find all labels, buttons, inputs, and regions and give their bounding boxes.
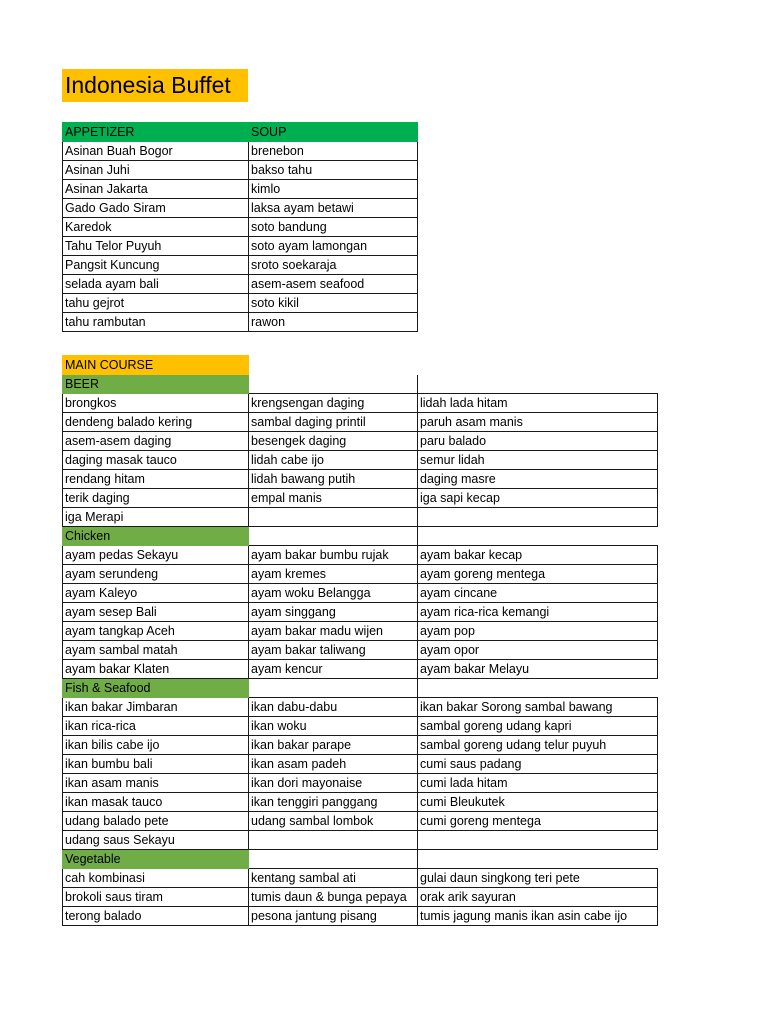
dish-cell: ikan bakar Sorong sambal bawang: [418, 698, 658, 717]
soup-cell: soto kikil: [249, 294, 418, 313]
dish-cell: ayam bakar madu wijen: [249, 622, 418, 641]
soup-cell: soto bandung: [249, 218, 418, 237]
dish-cell: paru balado: [418, 432, 658, 451]
dish-cell: ikan asam padeh: [249, 755, 418, 774]
appetizer-cell: Gado Gado Siram: [63, 199, 249, 218]
appetizer-cell: Asinan Jakarta: [63, 180, 249, 199]
dish-cell: sambal goreng udang telur puyuh: [418, 736, 658, 755]
table-row: [63, 698, 658, 717]
soup-cell: bakso tahu: [249, 161, 418, 180]
dish-cell: cumi lada hitam: [418, 774, 658, 793]
dish-cell: [418, 508, 658, 527]
table-header-row: [63, 123, 418, 142]
dish-cell: [418, 831, 658, 850]
category-label: BEER: [63, 375, 249, 394]
dish-cell: ikan masak tauco: [63, 793, 249, 812]
empty-cell: [249, 356, 418, 375]
dish-cell: ayam sambal matah: [63, 641, 249, 660]
table-row: [63, 180, 418, 199]
table-row: [63, 736, 658, 755]
dish-cell: ayam cincane: [418, 584, 658, 603]
dish-cell: cumi saus padang: [418, 755, 658, 774]
dish-cell: cumi goreng mentega: [418, 812, 658, 831]
dish-cell: sambal goreng udang kapri: [418, 717, 658, 736]
table-row: [63, 294, 418, 313]
dish-cell: cah kombinasi: [63, 869, 249, 888]
dish-cell: ayam bakar Melayu: [418, 660, 658, 679]
dish-cell: ayam bakar kecap: [418, 546, 658, 565]
table-row: [63, 603, 658, 622]
appetizer-cell: selada ayam bali: [63, 275, 249, 294]
empty-cell: [418, 527, 658, 546]
dish-cell: gulai daun singkong teri pete: [418, 869, 658, 888]
dish-cell: paruh asam manis: [418, 413, 658, 432]
dish-cell: ikan woku: [249, 717, 418, 736]
appetizer-cell: Tahu Telor Puyuh: [63, 237, 249, 256]
table-row: [63, 869, 658, 888]
dish-cell: tumis daun & bunga pepaya: [249, 888, 418, 907]
soup-cell: kimlo: [249, 180, 418, 199]
dish-cell: besengek daging: [249, 432, 418, 451]
dish-cell: ayam Kaleyo: [63, 584, 249, 603]
appetizer-cell: Asinan Buah Bogor: [63, 142, 249, 161]
table-row: [63, 470, 658, 489]
dish-cell: terong balado: [63, 907, 249, 926]
dish-cell: ikan rica-rica: [63, 717, 249, 736]
dish-cell: ayam woku Belangga: [249, 584, 418, 603]
table-row: [63, 432, 658, 451]
appetizer-cell: tahu gejrot: [63, 294, 249, 313]
table-row: [63, 161, 418, 180]
dish-cell: udang saus Sekayu: [63, 831, 249, 850]
dish-cell: ikan bilis cabe ijo: [63, 736, 249, 755]
dish-cell: tumis jagung manis ikan asin cabe ijo: [418, 907, 658, 926]
dish-cell: krengsengan daging: [249, 394, 418, 413]
soup-cell: sroto soekaraja: [249, 256, 418, 275]
empty-cell: [249, 679, 418, 698]
category-label: Vegetable: [63, 850, 249, 869]
table-row: [63, 313, 418, 332]
dish-cell: ayam opor: [418, 641, 658, 660]
dish-cell: [249, 508, 418, 527]
category-row: [63, 679, 658, 698]
dish-cell: ayam singgang: [249, 603, 418, 622]
appetizer-cell: tahu rambutan: [63, 313, 249, 332]
main-course-heading-row: [63, 356, 658, 375]
table-row: [63, 237, 418, 256]
table-row: [63, 774, 658, 793]
dish-cell: ayam bakar Klaten: [63, 660, 249, 679]
dish-cell: brokoli saus tiram: [63, 888, 249, 907]
table-row: [63, 641, 658, 660]
main-course-heading: MAIN COURSE: [63, 356, 249, 375]
dish-cell: [249, 831, 418, 850]
dish-cell: ayam sesep Bali: [63, 603, 249, 622]
category-label: Fish & Seafood: [63, 679, 249, 698]
dish-cell: ayam tangkap Aceh: [63, 622, 249, 641]
dish-cell: semur lidah: [418, 451, 658, 470]
dish-cell: empal manis: [249, 489, 418, 508]
dish-cell: orak arik sayuran: [418, 888, 658, 907]
dish-cell: ikan asam manis: [63, 774, 249, 793]
empty-cell: [418, 356, 658, 375]
empty-cell: [418, 850, 658, 869]
dish-cell: iga Merapi: [63, 508, 249, 527]
empty-cell: [418, 679, 658, 698]
table-row: [63, 546, 658, 565]
dish-cell: ayam rica-rica kemangi: [418, 603, 658, 622]
dish-cell: asem-asem daging: [63, 432, 249, 451]
appetizer-cell: Pangsit Kuncung: [63, 256, 249, 275]
dish-cell: lidah lada hitam: [418, 394, 658, 413]
dish-cell: ikan dabu-dabu: [249, 698, 418, 717]
soup-cell: laksa ayam betawi: [249, 199, 418, 218]
dish-cell: sambal daging printil: [249, 413, 418, 432]
dish-cell: ikan bakar Jimbaran: [63, 698, 249, 717]
column-header-soup: SOUP: [249, 123, 418, 142]
table-row: [63, 218, 418, 237]
table-row: [63, 489, 658, 508]
table-row: [63, 793, 658, 812]
dish-cell: daging masre: [418, 470, 658, 489]
table-row: [63, 199, 418, 218]
category-label: Chicken: [63, 527, 249, 546]
table-row: [63, 907, 658, 926]
soup-cell: asem-asem seafood: [249, 275, 418, 294]
table-row: [63, 451, 658, 470]
dish-cell: rendang hitam: [63, 470, 249, 489]
soup-cell: brenebon: [249, 142, 418, 161]
table-row: [63, 584, 658, 603]
dish-cell: lidah bawang putih: [249, 470, 418, 489]
dish-cell: iga sapi kecap: [418, 489, 658, 508]
dish-cell: ayam pedas Sekayu: [63, 546, 249, 565]
category-row: [63, 527, 658, 546]
soup-cell: rawon: [249, 313, 418, 332]
category-row: [63, 375, 658, 394]
dish-cell: ikan bakar parape: [249, 736, 418, 755]
page-title: Indonesia Buffet: [62, 69, 248, 102]
empty-cell: [418, 375, 658, 394]
table-row: [63, 394, 658, 413]
appetizer-cell: Karedok: [63, 218, 249, 237]
empty-cell: [249, 850, 418, 869]
empty-cell: [249, 375, 418, 394]
table-row: [63, 275, 418, 294]
dish-cell: daging masak tauco: [63, 451, 249, 470]
appetizer-soup-table: [62, 122, 418, 332]
category-row: [63, 850, 658, 869]
dish-cell: udang sambal lombok: [249, 812, 418, 831]
dish-cell: brongkos: [63, 394, 249, 413]
appetizer-cell: Asinan Juhi: [63, 161, 249, 180]
dish-cell: ikan tenggiri panggang: [249, 793, 418, 812]
main-course-table: [62, 355, 658, 926]
dish-cell: ayam bakar bumbu rujak: [249, 546, 418, 565]
dish-cell: cumi Bleukutek: [418, 793, 658, 812]
column-header-appetizer: APPETIZER: [63, 123, 249, 142]
dish-cell: lidah cabe ijo: [249, 451, 418, 470]
dish-cell: ayam goreng mentega: [418, 565, 658, 584]
table-row: [63, 831, 658, 850]
table-row: [63, 565, 658, 584]
dish-cell: kentang sambal ati: [249, 869, 418, 888]
empty-cell: [249, 527, 418, 546]
dish-cell: ikan dori mayonaise: [249, 774, 418, 793]
table-row: [63, 142, 418, 161]
dish-cell: ayam pop: [418, 622, 658, 641]
table-row: [63, 812, 658, 831]
table-row: [63, 888, 658, 907]
table-row: [63, 755, 658, 774]
table-row: [63, 622, 658, 641]
dish-cell: pesona jantung pisang: [249, 907, 418, 926]
dish-cell: terik daging: [63, 489, 249, 508]
table-row: [63, 508, 658, 527]
dish-cell: udang balado pete: [63, 812, 249, 831]
table-row: [63, 660, 658, 679]
dish-cell: ayam bakar taliwang: [249, 641, 418, 660]
dish-cell: dendeng balado kering: [63, 413, 249, 432]
soup-cell: soto ayam lamongan: [249, 237, 418, 256]
dish-cell: ayam kremes: [249, 565, 418, 584]
dish-cell: ikan bumbu bali: [63, 755, 249, 774]
dish-cell: ayam serundeng: [63, 565, 249, 584]
table-row: [63, 717, 658, 736]
table-row: [63, 413, 658, 432]
dish-cell: ayam kencur: [249, 660, 418, 679]
table-row: [63, 256, 418, 275]
